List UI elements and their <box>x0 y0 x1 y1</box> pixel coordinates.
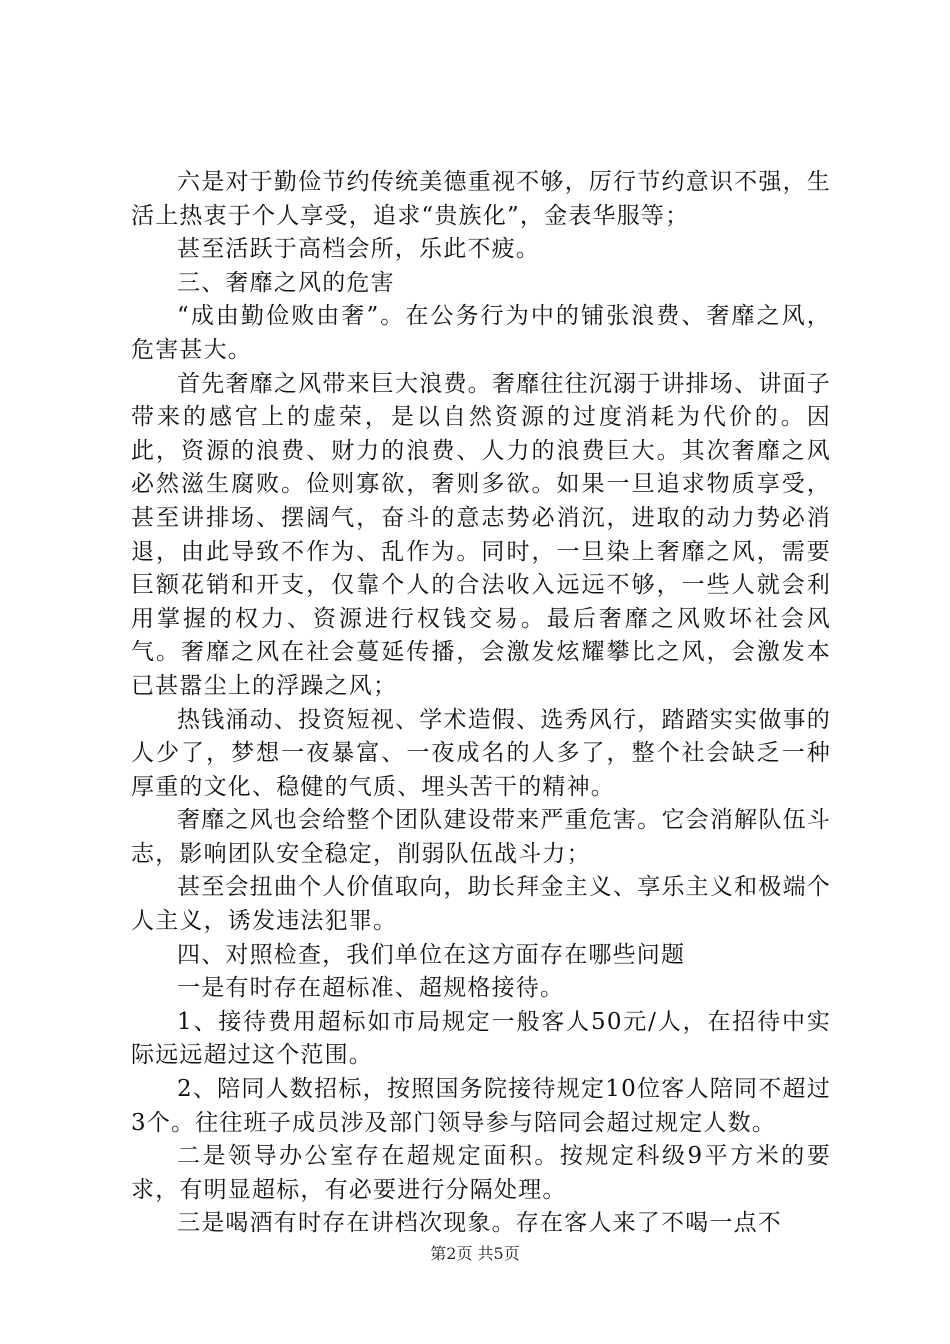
section-heading: 三、奢靡之风的危害 <box>177 269 395 296</box>
section-heading: 四、对照检查，我们单位在这方面存在哪些问题 <box>177 941 686 968</box>
paragraph: 六是对于勤俭节约传统美德重视不够，厉行节约意识不强，生活上热衷于个人享受，追求“贵族化”，金表华服等； <box>131 169 831 229</box>
paragraph: 三是喝酒有时存在讲档次现象。存在客人来了不喝一点不 <box>177 1210 782 1237</box>
paragraph: 奢靡之风也会给整个团队建设带来严重危害。它会消解队伍斗志，影响团队安全稳定，削弱队伍战斗力； <box>131 807 831 867</box>
paragraph: 热钱涌动、投资短视、学术造假、选秀风行，踏踏实实做事的人少了，梦想一夜暴富、一夜成名的人多了，整个社会缺乏一种厚重的文化、稳健的气质、埋头苦干的精神。 <box>131 706 831 800</box>
paragraph: 一是有时存在超标准、超规格接待。 <box>177 975 565 1002</box>
paragraph: 甚至活跃于高档会所，乐此不疲。 <box>177 236 540 263</box>
paragraph: 2、陪同人数招标，按照国务院接待规定10位客人陪同不超过3个。往往班子成员涉及部门领导参与陪同会超过规定人数。 <box>131 1076 831 1136</box>
body-text <box>131 166 831 1241</box>
page-footer: 第2页 共5页 <box>430 1244 520 1263</box>
paragraph: 二是领导办公室存在超规定面积。按规定科级9平方米的要求，有明显超标，有必要进行分隔处理。 <box>131 1143 831 1203</box>
paragraph: 首先奢靡之风带来巨大浪费。奢靡往往沉溺于讲排场、讲面子带来的感官上的虚荣，是以自然资源的过度消耗为代价的。因此，资源的浪费、财力的浪费、人力的浪费巨大。其次奢靡之风必然滋生腐败。俭则寡欲，奢则多欲。如果一旦追求物质享受，甚至讲排场、摆阔气，奋斗的意志势必消沉，进取的动力势必消退，由此导致不作为、乱作为。同时，一旦染上奢靡之风，需要巨额花销和开支，仅靠个人的合法收入远远不够，一些人就会利用掌握的权力、资源进行权钱交易。最后奢靡之风败坏社会风气。奢靡之风在社会蔓延传播，会激发炫耀攀比之风，会激发本已甚嚣尘上的浮躁之风； <box>131 370 831 699</box>
paragraph: 甚至会扭曲个人价值取向，助长拜金主义、享乐主义和极端个人主义，诱发违法犯罪。 <box>131 874 831 935</box>
paragraph: “成由勤俭败由奢”。在公务行为中的铺张浪费、奢靡之风，危害甚大。 <box>131 303 831 363</box>
paragraph: 1、接待费用超标如市局规定一般客人50元/人，在招待中实际远远超过这个范围。 <box>131 1008 831 1069</box>
